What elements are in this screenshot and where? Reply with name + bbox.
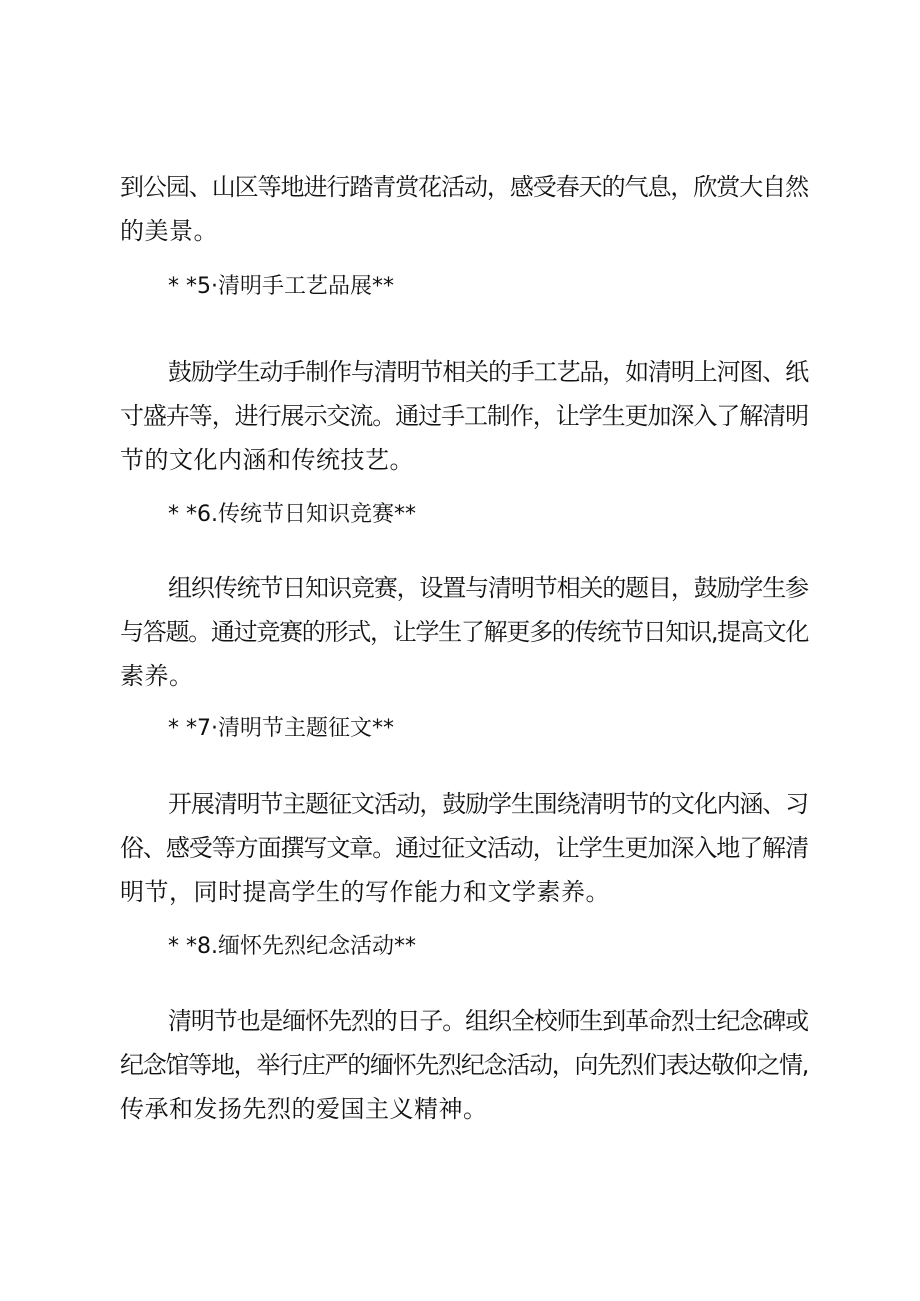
section-heading: * *7·清明节主题征文** [168, 716, 394, 741]
paragraph-line: 鼓励学生动手制作与清明节相关的手工艺品，如清明上河图、纸 [168, 358, 808, 386]
paragraph-line: 清明节也是缅怀先烈的日子。组织全校师生到革命烈士纪念碑或 [168, 1007, 808, 1035]
paragraph-line: 明节，同时提高学生的写作能力和文学素养。 [120, 878, 610, 906]
section-heading: * *6.传统节日知识竞赛** [168, 502, 416, 527]
paragraph-line: 寸盛卉等，进行展示交流。通过手工制作，让学生更加深入了解清明 [120, 402, 808, 430]
paragraph-line: 传承和发扬先烈的爱国主义精神。 [120, 1095, 488, 1123]
intro-line: 到公园、山区等地进行踏青赏花活动，感受春天的气息，欣赏大自然 [120, 173, 808, 201]
intro-line: 的美景。 [120, 217, 218, 245]
section-heading: * *5·清明手工艺品展** [168, 274, 394, 299]
paragraph-line: 与答题。通过竞赛的形式，让学生了解更多的传统节日知识,提高文化 [120, 618, 809, 646]
paragraph-line: 组织传统节日知识竞赛，设置与清明节相关的题目，鼓励学生参 [168, 574, 808, 602]
paragraph-line: 素养。 [120, 662, 194, 690]
section-heading: * *8.缅怀先烈纪念活动** [168, 934, 416, 959]
paragraph-line: 纪念馆等地，举行庄严的缅怀先烈纪念活动，向先烈们表达敬仰之情, [120, 1051, 809, 1079]
paragraph-line: 节的文化内涵和传统技艺。 [120, 446, 414, 474]
paragraph-line: 俗、感受等方面撰写文章。通过征文活动，让学生更加深入地了解清 [120, 834, 808, 862]
paragraph-line: 开展清明节主题征文活动，鼓励学生围绕清明节的文化内涵、习 [168, 790, 808, 818]
